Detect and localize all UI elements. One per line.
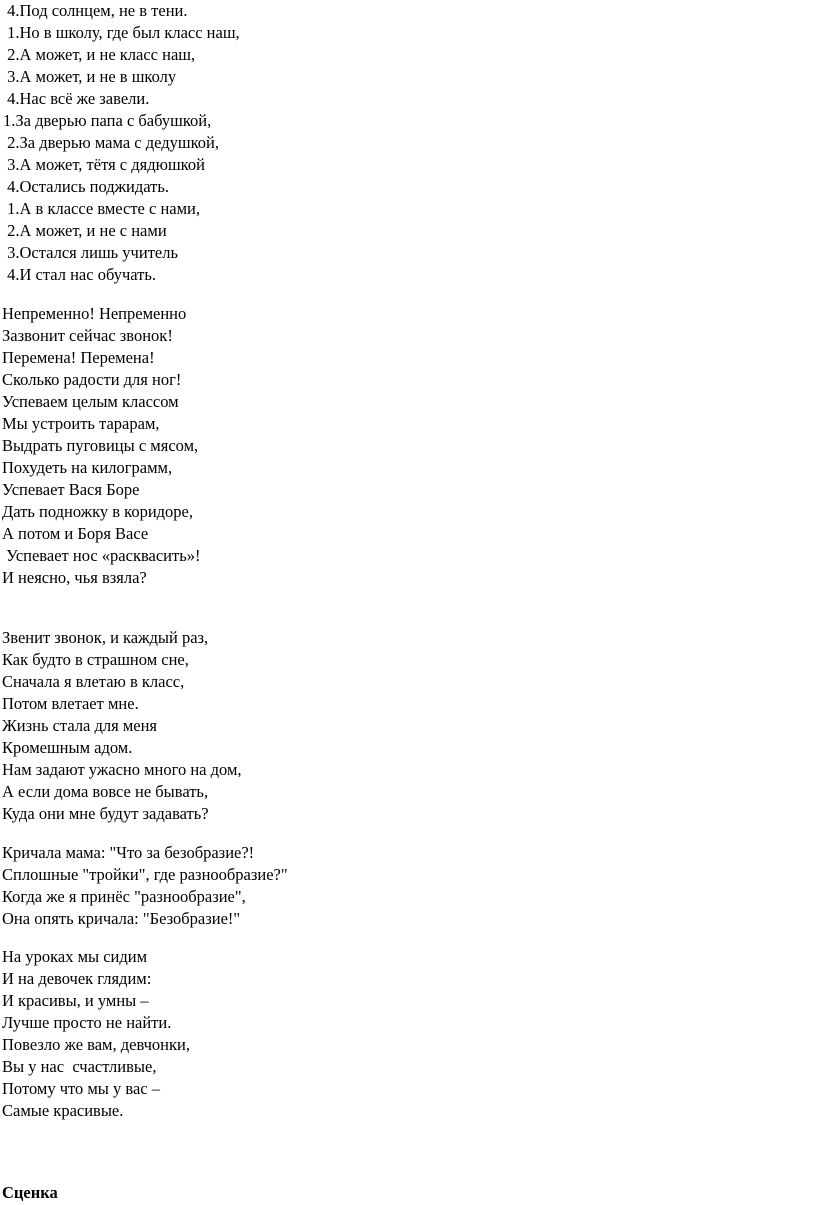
poem-line: 1.Но в школу, где был класс наш, bbox=[3, 23, 240, 42]
poem-line: 3.А может, тётя с дядюшкой bbox=[3, 155, 205, 174]
poem-line: Выдрать пуговицы с мясом, bbox=[2, 436, 199, 455]
section-heading: Сценка bbox=[2, 1183, 58, 1202]
poem-line: И красивы, и умны – bbox=[2, 991, 149, 1010]
poem-line: И на девочек глядим: bbox=[2, 969, 152, 988]
poem-line: 1.За дверью папа с бабушкой, bbox=[3, 111, 212, 130]
poem-line: Мы устроить тарарам, bbox=[2, 414, 160, 433]
poem-line: И неясно, чья взяла? bbox=[2, 568, 147, 587]
poem-line: Лучше просто не найти. bbox=[2, 1013, 172, 1032]
poem-line: Кричала мама: "Что за безобразие?! bbox=[2, 843, 255, 862]
poem-line: Жизнь стала для меня bbox=[2, 716, 158, 735]
poem-line: Вы у нас счастливые, bbox=[2, 1057, 157, 1076]
poem-line: 2.А может, и не класс наш, bbox=[3, 45, 196, 64]
poem-line: Звенит звонок, и каждый раз, bbox=[2, 628, 209, 647]
poem-line: 1.А в классе вместе с нами, bbox=[3, 199, 200, 218]
poem-line: 4.И стал нас обучать. bbox=[3, 265, 157, 284]
poem-line: Кромешным адом. bbox=[2, 738, 133, 757]
poem-line: Нам задают ужасно много на дом, bbox=[2, 760, 242, 779]
poem-line: А потом и Боря Васе bbox=[2, 524, 149, 543]
poem-line: Она опять кричала: "Безобразие!" bbox=[2, 909, 241, 928]
poem-line: Повезло же вам, девчонки, bbox=[2, 1035, 190, 1054]
poem-line: 3.Остался лишь учитель bbox=[3, 243, 178, 262]
poem-line: Сначала я влетаю в класс, bbox=[2, 672, 185, 691]
poem-line: Самые красивые. bbox=[2, 1101, 124, 1120]
poem-line: 2.За дверью мама с дедушкой, bbox=[3, 133, 219, 152]
poem-line: Перемена! Перемена! bbox=[2, 348, 155, 367]
poem-line: 4.Нас всё же завели. bbox=[3, 89, 150, 108]
poem-line: Сплошные "тройки", где разнообразие?" bbox=[2, 865, 288, 884]
poem-line: Дать подножку в коридоре, bbox=[2, 502, 194, 521]
poem-line: Успевает Вася Боре bbox=[2, 480, 140, 499]
poem-line: 4.Остались поджидать. bbox=[3, 177, 170, 196]
poem-line: Куда они мне будут задавать? bbox=[2, 804, 209, 823]
poem-line: Как будто в страшном сне, bbox=[2, 650, 189, 669]
poem-line: Зазвонит сейчас звонок! bbox=[2, 326, 173, 345]
poem-line: 4.Под солнцем, не в тени. bbox=[3, 1, 188, 20]
poem-line: 2.А может, и не с нами bbox=[3, 221, 167, 240]
poem-line: А если дома вовсе не бывать, bbox=[2, 782, 209, 801]
poem-line: Когда же я принёс "разнообразие", bbox=[2, 887, 246, 906]
poem-line: 3.А может, и не в школу bbox=[3, 67, 177, 86]
poem-line: Похудеть на килограмм, bbox=[2, 458, 173, 477]
poem-line: Непременно! Непременно bbox=[2, 304, 187, 323]
poem-line: Потому что мы у вас – bbox=[2, 1079, 160, 1098]
poem-line: Потом влетает мне. bbox=[2, 694, 139, 713]
poem-line: Успевает нос «расквасить»! bbox=[2, 546, 201, 565]
poem-line: Успеваем целым классом bbox=[2, 392, 179, 411]
poem-line: Сколько радости для ног! bbox=[2, 370, 182, 389]
poem-line: На уроках мы сидим bbox=[2, 947, 148, 966]
